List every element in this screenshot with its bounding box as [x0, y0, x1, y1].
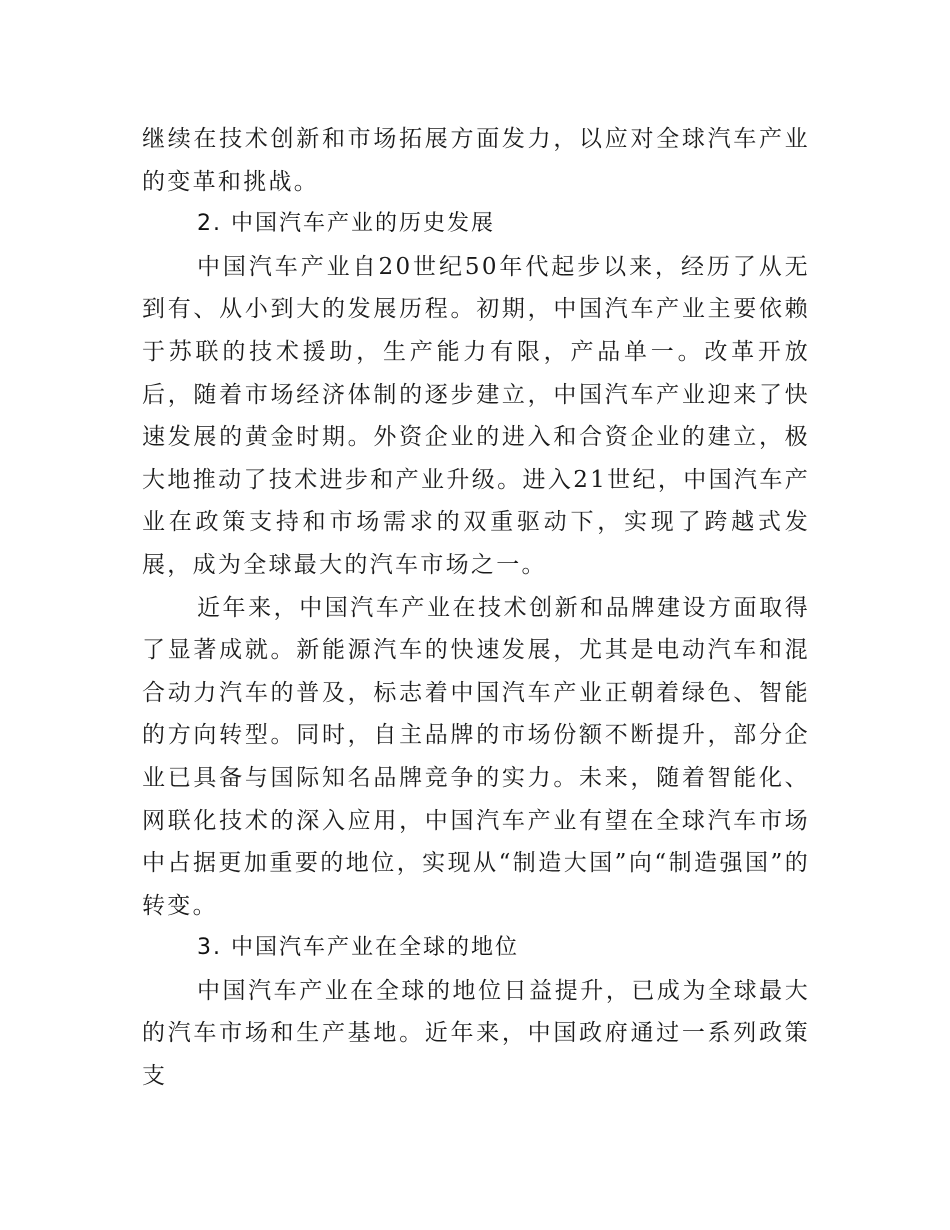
paragraph-recent-years: 近年来，中国汽车产业在技术创新和品牌建设方面取得了显著成就。新能源汽车的快速发展，尤其是电动汽车和混合动力汽车的普及，标志着中国汽车产业正朝着绿色、智能的方向转型。同时，自主品牌的市场份额不断提升，部分企业已具备与国际知名品牌竞争的实力。未来，随着智能化、网联化技术的深入应用，中国汽车产业有望在全球汽车市场中占据更加重要的地位，实现从“制造大国”向“制造强国”的转变。 — [142, 594, 810, 919]
section-heading-history: 2. 中国汽车产业的历史发展 — [197, 211, 495, 237]
section-heading-global-position: 3. 中国汽车产业在全球的地位 — [197, 935, 519, 961]
paragraph-history: 中国汽车产业自20世纪50年代起步以来，经历了从无到有、从小到大的发展历程。初期，中国汽车产业主要依赖于苏联的技术援助，生产能力有限，产品单一。改革开放后，随着市场经济体制的逐步建立，中国汽车产业迎来了快速发展的黄金时期。外资企业的进入和合资企业的建立，极大地推动了技术进步和产业升级。进入21世纪，中国汽车产业在政策支持和市场需求的双重驱动下，实现了跨越式发展，成为全球最大的汽车市场之一。 — [142, 253, 810, 578]
document-body — [142, 118, 810, 1098]
paragraph-global-position: 中国汽车产业在全球的地位日益提升，已成为全球最大的汽车市场和生产基地。近年来，中国政府通过一系列政策支 — [142, 977, 810, 1090]
paragraph-continuation: 继续在技术创新和市场拓展方面发力，以应对全球汽车产业的变革和挑战。 — [142, 126, 810, 195]
